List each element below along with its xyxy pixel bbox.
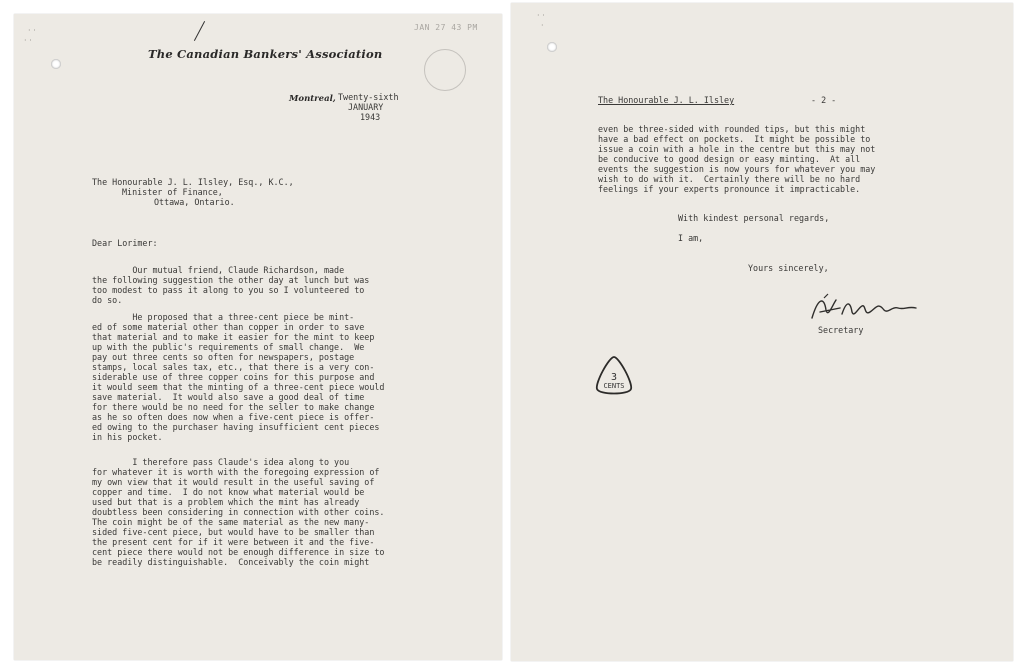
- text-line: too modest to pass it along to you so I volunteered to: [92, 285, 365, 295]
- page-speck: · ·: [537, 11, 545, 20]
- text-line: sided five-cent piece, but would have to be smaller than: [92, 527, 375, 537]
- salutation: Dear Lorimer:: [92, 238, 158, 248]
- page-number: - 2 -: [811, 95, 837, 105]
- page-speck: ·: [541, 21, 544, 30]
- letter-date-month: JANUARY: [348, 102, 384, 112]
- text-line: even be three-sided with rounded tips, but this might: [598, 124, 866, 134]
- letterhead-title: The Canadian Bankers' Association: [148, 47, 383, 61]
- postmark-circle: [424, 49, 466, 91]
- signer-title: Secretary: [818, 325, 864, 335]
- text-line: cent piece there would not be enough difference in size to: [92, 547, 385, 557]
- text-line: issue a coin with a hole in the centre but this may not: [598, 144, 876, 154]
- text-line: I therefore pass Claude's idea along to you: [92, 457, 350, 467]
- text-line: pay out three cents so often for newspapers, postage: [92, 352, 355, 362]
- letter-city: Montreal,: [289, 94, 336, 104]
- text-line: it would seem that the minting of a three-cent piece would: [92, 382, 385, 392]
- text-line: The coin might be of the same material as the new many-: [92, 517, 370, 527]
- punch-hole: [547, 42, 557, 52]
- three-cent-coin-sketch: [591, 353, 637, 399]
- text-line: in his pocket.: [92, 432, 163, 442]
- text-line: siderable use of three copper coins for this purpose and: [92, 372, 375, 382]
- text-line: for there would be no need for the seller to make change: [92, 402, 375, 412]
- closing-line: Yours sincerely,: [748, 263, 829, 273]
- text-line: He proposed that a three-cent piece be mint-: [92, 312, 355, 322]
- text-line: copper and time. I do not know what material would be: [92, 487, 365, 497]
- letter-date-day: Twenty-sixth: [338, 92, 399, 102]
- text-line: stamps, local sales tax, etc., that there is a very con-: [92, 362, 375, 372]
- page-speck: · ·: [28, 26, 36, 35]
- addressee-line: Minister of Finance,: [122, 187, 223, 197]
- text-line: Our mutual friend, Claude Richardson, made: [92, 265, 345, 275]
- signature-image: [806, 288, 926, 328]
- addressee-line: Ottawa, Ontario.: [154, 197, 235, 207]
- text-line: events the suggestion is now yours for whatever you may: [598, 164, 876, 174]
- text-line: my own view that it would result in the useful saving of: [92, 477, 375, 487]
- text-line: the following suggestion the other day at lunch but was: [92, 275, 370, 285]
- text-line: wish to do with it. Certainly there will be no hard: [598, 174, 861, 184]
- text-line: do so.: [92, 295, 123, 305]
- text-line: be readily distinguishable. Conceivably the coin might: [92, 557, 370, 567]
- regards-line: With kindest personal regards,: [678, 213, 830, 223]
- letter-page-2: [511, 3, 1013, 661]
- i-am-line: I am,: [678, 233, 704, 243]
- punch-hole: [51, 59, 61, 69]
- text-line: doubtless been considering in connection with other coins.: [92, 507, 385, 517]
- letter-date-year: 1943: [360, 112, 381, 122]
- addressee-line: The Honourable J. L. Ilsley, Esq., K.C.,: [92, 177, 294, 187]
- text-line: up with the public's requirements of small change. We: [92, 342, 365, 352]
- text-line: as he so often does now when a five-cent piece is offer-: [92, 412, 375, 422]
- coin-word: CENTS: [603, 382, 625, 390]
- coin-numeral: 3: [610, 372, 618, 383]
- text-line: be conducive to good design or easy minting. At all: [598, 154, 861, 164]
- text-line: for whatever it is worth with the foregoing expression of: [92, 467, 380, 477]
- text-line: ed owing to the purchaser having insufficient cent pieces: [92, 422, 380, 432]
- text-line: have a bad effect on pockets. It might be possible to: [598, 134, 871, 144]
- page-speck: · ·: [24, 36, 32, 45]
- check-mark: [194, 21, 205, 41]
- text-line: that material and to make it easier for the mint to keep: [92, 332, 375, 342]
- received-stamp: JAN 27 43 PM: [414, 23, 478, 32]
- letter-page-1: [14, 14, 502, 660]
- text-line: used but that is a problem which the mint has already: [92, 497, 360, 507]
- page-header-name: The Honourable J. L. Ilsley: [598, 95, 735, 105]
- text-line: feelings if your experts pronounce it impracticable.: [598, 184, 861, 194]
- text-line: save material. It would also save a good deal of time: [92, 392, 365, 402]
- text-line: ed of some material other than copper in order to save: [92, 322, 365, 332]
- text-line: the present cent for if it were between it and the five-: [92, 537, 375, 547]
